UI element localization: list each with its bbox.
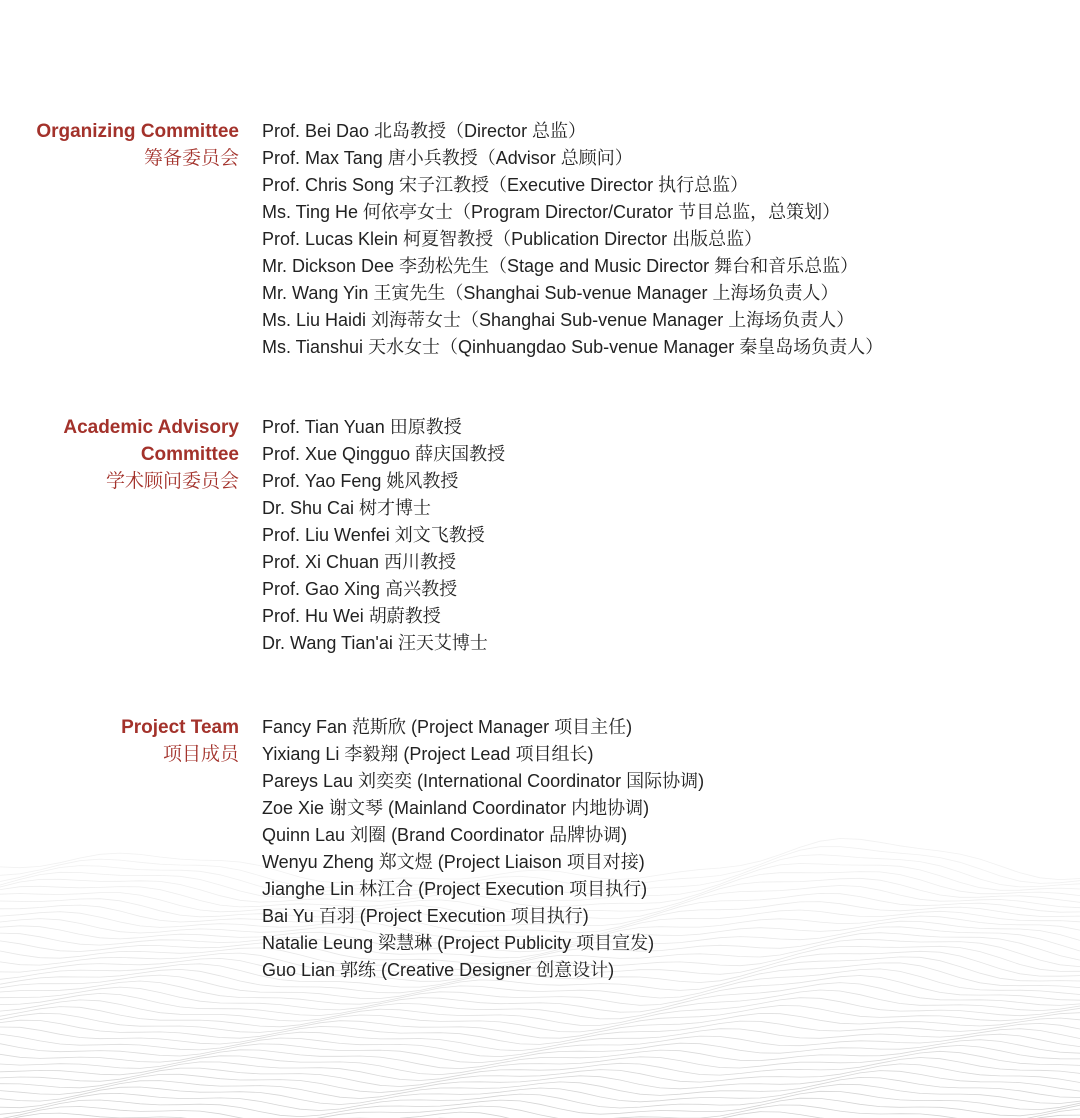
section-heading	[0, 714, 239, 768]
list-item: Fancy Fan 范斯欣 (Project Manager 项目主任)	[262, 717, 633, 737]
list-item: Mr. Dickson Dee 李劲松先生（Stage and Music Director 舞台和音乐总监）	[262, 256, 859, 276]
wave-line-32	[0, 1058, 1080, 1081]
list-item: Prof. Bei Dao 北岛教授（Director 总监）	[262, 121, 587, 141]
wave-line-26	[0, 1020, 1080, 1044]
wave-line-37	[0, 1091, 1080, 1110]
list-item: Prof. Liu Wenfei 刘文飞教授	[262, 525, 485, 545]
list-item: Prof. Gao Xing 高兴教授	[262, 579, 458, 599]
member-list	[262, 414, 505, 657]
wave-line-31	[0, 1051, 1080, 1074]
list-item: Mr. Wang Yin 王寅先生（Shanghai Sub-venue Manager 上海场负责人）	[262, 283, 839, 303]
heading-cn: 学术顾问委员会	[105, 471, 239, 492]
list-item: Dr. Wang Tian'ai 汪天艾博士	[262, 633, 488, 653]
list-item: Bai Yu 百羽 (Project Execution 项目执行)	[262, 906, 589, 926]
list-item: Prof. Yao Feng 姚风教授	[262, 471, 459, 491]
list-item: Wenyu Zheng 郑文煜 (Project Liaison 项目对接)	[262, 852, 645, 872]
list-item: Natalie Leung 梁慧琳 (Project Publicity 项目宣发)	[262, 933, 655, 953]
member-list	[262, 118, 883, 361]
list-item: Ms. Ting He 何依亭女士（Program Director/Curator 节目总监，总策划）	[262, 202, 841, 222]
section-heading	[0, 118, 239, 172]
list-item: Ms. Tianshui 天水女士（Qinhuangdao Sub-venue Manager 秦皇岛场负责人）	[262, 337, 884, 357]
list-item: Prof. Lucas Klein 柯夏智教授（Publication Director 出版总监）	[262, 229, 763, 249]
member-list	[262, 714, 704, 984]
heading-en-line-1: Organizing Committee	[36, 121, 239, 142]
list-item: Jianghe Lin 林江合 (Project Execution 项目执行)	[262, 879, 648, 899]
list-item: Prof. Max Tang 唐小兵教授（Advisor 总顾问）	[262, 148, 633, 168]
list-item: Prof. Xi Chuan 西川教授	[262, 552, 457, 572]
heading-cn: 筹备委员会	[143, 148, 239, 169]
list-item: Yixiang Li 李毅翔 (Project Lead 项目组长)	[262, 744, 594, 764]
heading-en-line-2: Committee	[140, 444, 239, 465]
list-item: Dr. Shu Cai 树才博士	[262, 498, 432, 518]
wave-line-25	[0, 1013, 1080, 1038]
list-item: Pareys Lau 刘奕奕 (International Coordinator 国际协调)	[262, 771, 705, 791]
list-item: Ms. Liu Haidi 刘海蒂女士（Shanghai Sub-venue Manager 上海场负责人）	[262, 310, 855, 330]
section-heading	[0, 414, 239, 495]
list-item: Guo Lian 郭练 (Creative Designer 创意设计)	[262, 960, 615, 980]
list-item: Prof. Hu Wei 胡蔚教授	[262, 606, 441, 626]
list-item: Quinn Lau 刘圈 (Brand Coordinator 品牌协调)	[262, 825, 628, 845]
list-item: Prof. Chris Song 宋子江教授（Executive Director 执行总监）	[262, 175, 749, 195]
wave-line-36	[0, 1084, 1080, 1104]
heading-en-line-1: Academic Advisory	[63, 417, 239, 438]
list-item: Prof. Xue Qingguo 薛庆国教授	[262, 444, 506, 464]
list-item: Zoe Xie 谢文琴 (Mainland Coordinator 内地协调)	[262, 798, 650, 818]
wave-line-22	[0, 990, 1080, 1019]
heading-cn: 项目成员	[162, 744, 239, 765]
list-item: Prof. Tian Yuan 田原教授	[262, 417, 462, 437]
heading-en-line-1: Project Team	[121, 717, 239, 738]
